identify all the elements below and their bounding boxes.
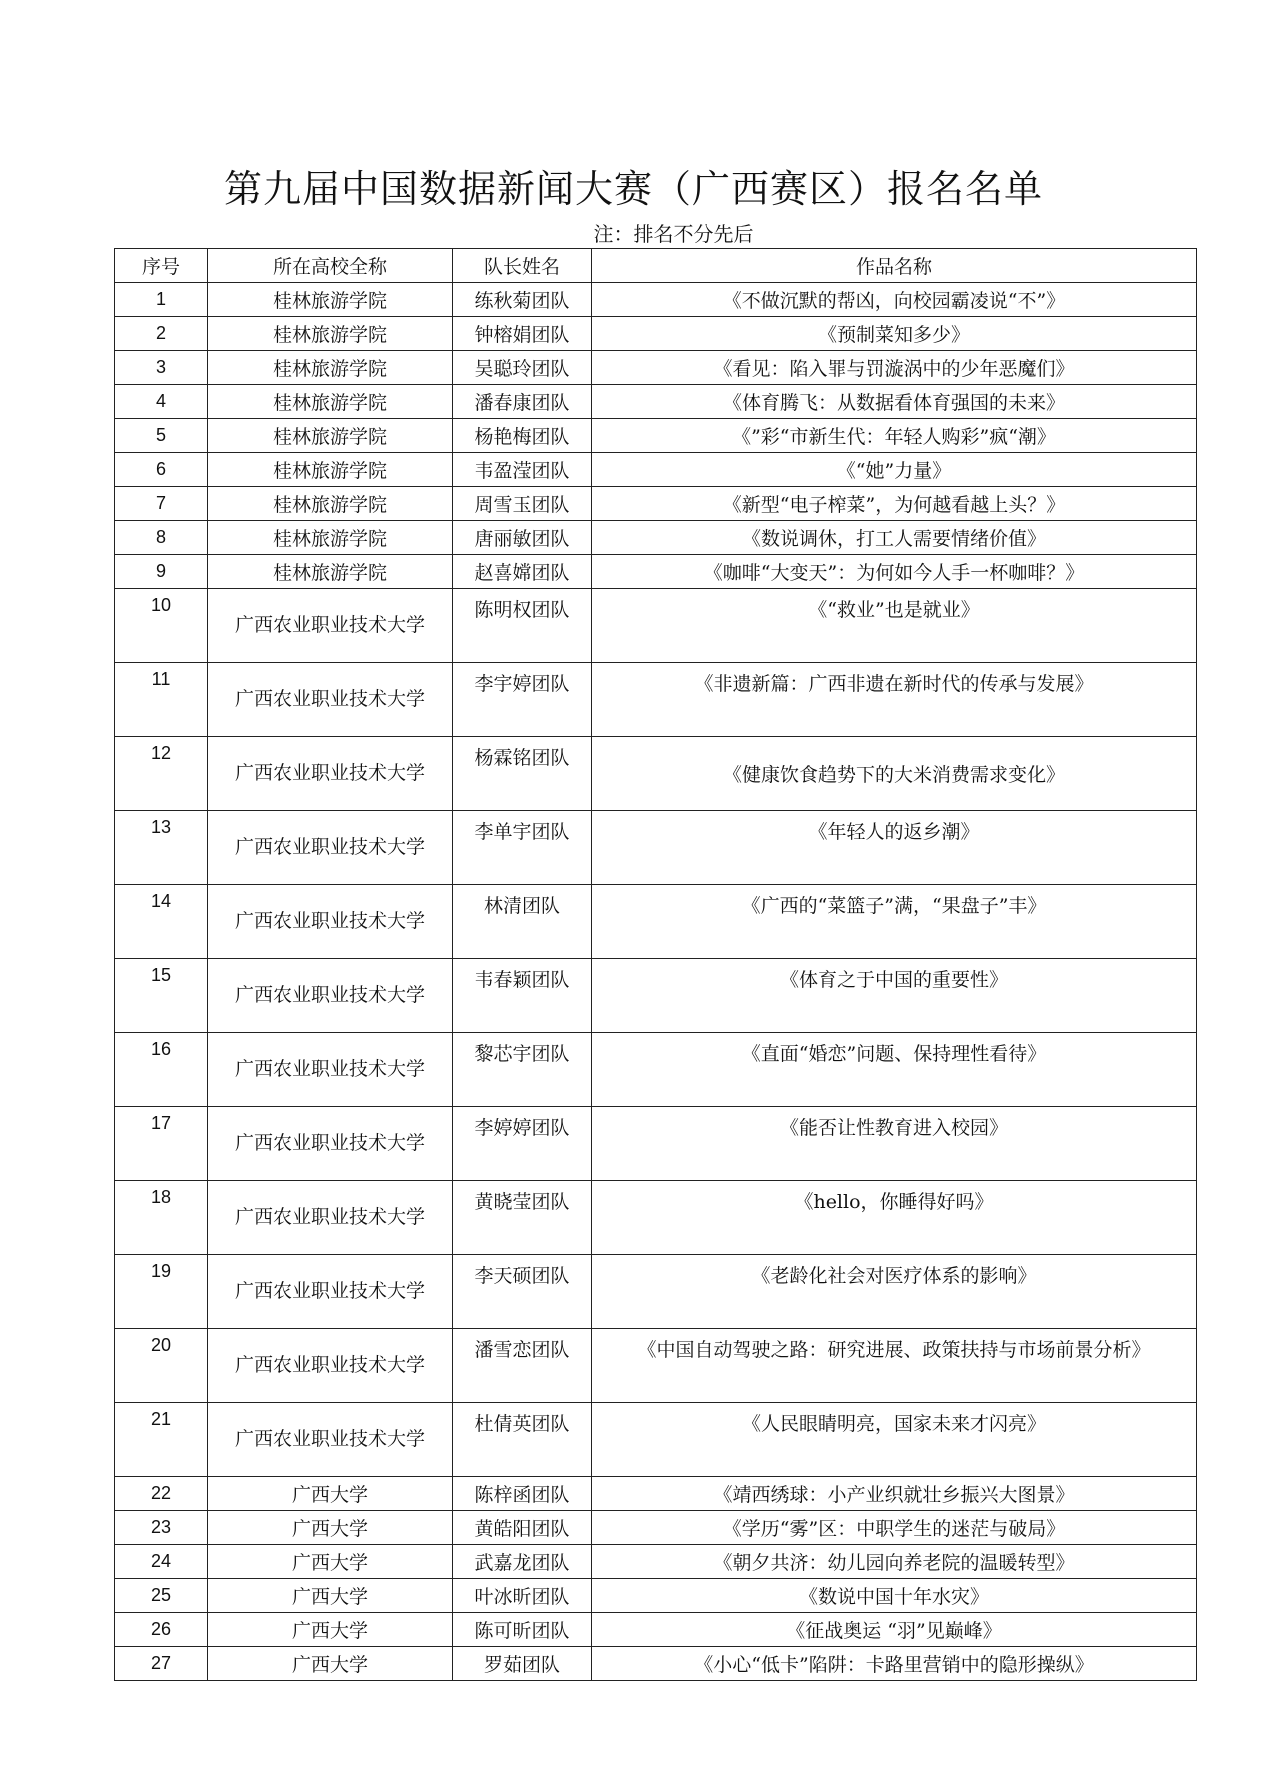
school-name: 广西农业职业技术大学 <box>234 688 425 710</box>
table-row <box>115 663 1197 737</box>
school-name: 广西农业职业技术大学 <box>234 836 425 858</box>
row-leader: 赵喜嫦团队 <box>453 555 592 589</box>
school-name: 桂林旅游学院 <box>272 324 387 346</box>
table-row <box>115 1613 1197 1647</box>
row-school <box>208 487 453 521</box>
row-leader: 唐丽敏团队 <box>453 521 592 555</box>
school-name: 广西农业职业技术大学 <box>234 1132 425 1154</box>
row-leader: 周雪玉团队 <box>453 487 592 521</box>
row-school <box>208 737 453 811</box>
row-leader: 杜倩英团队 <box>453 1403 592 1477</box>
school-name: 广西农业职业技术大学 <box>234 762 425 784</box>
row-number: 2 <box>115 317 208 351</box>
row-work: 《广西的“菜篮子”满，“果盘子”丰》 <box>592 885 1197 959</box>
row-school <box>208 1181 453 1255</box>
row-work: 《体育腾飞：从数据看体育强国的未来》 <box>592 385 1197 419</box>
table-row <box>115 317 1197 351</box>
row-number: 20 <box>115 1329 208 1403</box>
row-leader: 武嘉龙团队 <box>453 1545 592 1579</box>
row-work: 《学历“雾”区：中职学生的迷茫与破局》 <box>592 1511 1197 1545</box>
table-row <box>115 487 1197 521</box>
row-work: 《人民眼睛明亮，国家未来才闪亮》 <box>592 1403 1197 1477</box>
school-name: 广西农业职业技术大学 <box>234 1280 425 1302</box>
row-leader: 潘春康团队 <box>453 385 592 419</box>
row-leader: 吴聪玲团队 <box>453 351 592 385</box>
row-number: 3 <box>115 351 208 385</box>
row-school <box>208 1107 453 1181</box>
row-number: 23 <box>115 1511 208 1545</box>
row-work: 《非遗新篇：广西非遗在新时代的传承与发展》 <box>592 663 1197 737</box>
row-work: 《看见：陷入罪与罚漩涡中的少年恶魔们》 <box>592 351 1197 385</box>
row-school <box>208 1403 453 1477</box>
table-row <box>115 1107 1197 1181</box>
row-leader: 杨艳梅团队 <box>453 419 592 453</box>
row-school <box>208 1579 453 1613</box>
header-number: 序号 <box>115 249 208 283</box>
school-name: 广西大学 <box>291 1620 368 1642</box>
row-school <box>208 317 453 351</box>
row-number: 21 <box>115 1403 208 1477</box>
row-number: 18 <box>115 1181 208 1255</box>
table-row <box>115 1511 1197 1545</box>
row-leader: 林清团队 <box>453 885 592 959</box>
school-name: 广西农业职业技术大学 <box>234 984 425 1006</box>
row-work: 《hello，你睡得好吗》 <box>592 1181 1197 1255</box>
row-school <box>208 1613 453 1647</box>
row-leader: 黄晓莹团队 <box>453 1181 592 1255</box>
row-work: 《健康饮食趋势下的大米消费需求变化》 <box>592 737 1197 811</box>
table-row <box>115 1033 1197 1107</box>
row-work: 《体育之于中国的重要性》 <box>592 959 1197 1033</box>
school-name: 广西大学 <box>291 1586 368 1608</box>
table-row <box>115 1477 1197 1511</box>
row-school <box>208 811 453 885</box>
row-number: 9 <box>115 555 208 589</box>
row-number: 10 <box>115 589 208 663</box>
row-leader: 韦春颖团队 <box>453 959 592 1033</box>
school-name: 广西农业职业技术大学 <box>234 1206 425 1228</box>
table-row <box>115 589 1197 663</box>
row-school <box>208 1511 453 1545</box>
row-leader: 陈明权团队 <box>453 589 592 663</box>
row-leader: 练秋菊团队 <box>453 283 592 317</box>
row-school <box>208 1647 453 1681</box>
ranking-note: 注：排名不分先后 <box>593 222 754 246</box>
row-number: 1 <box>115 283 208 317</box>
row-leader: 李婷婷团队 <box>453 1107 592 1181</box>
table-row <box>115 737 1197 811</box>
table-row <box>115 283 1197 317</box>
table-row <box>115 1255 1197 1329</box>
row-school <box>208 521 453 555</box>
row-number: 27 <box>115 1647 208 1681</box>
row-school <box>208 589 453 663</box>
table-row <box>115 1545 1197 1579</box>
row-school <box>208 1033 453 1107</box>
row-leader: 陈可昕团队 <box>453 1613 592 1647</box>
row-number: 7 <box>115 487 208 521</box>
row-number: 11 <box>115 663 208 737</box>
table-row <box>115 1181 1197 1255</box>
row-school <box>208 385 453 419</box>
row-school <box>208 283 453 317</box>
row-number: 13 <box>115 811 208 885</box>
table-row <box>115 351 1197 385</box>
row-work: 《预制菜知多少》 <box>592 317 1197 351</box>
row-school <box>208 959 453 1033</box>
school-name: 广西大学 <box>291 1552 368 1574</box>
row-number: 16 <box>115 1033 208 1107</box>
row-work: 《数说中国十年水灾》 <box>592 1579 1197 1613</box>
header-school: 所在高校全称 <box>208 249 453 283</box>
row-school <box>208 351 453 385</box>
row-number: 22 <box>115 1477 208 1511</box>
document-title: 第九届中国数据新闻大赛（广西赛区）报名名单 <box>223 167 1043 211</box>
table-row <box>115 1329 1197 1403</box>
row-leader: 罗茹团队 <box>453 1647 592 1681</box>
school-name: 桂林旅游学院 <box>272 358 387 380</box>
row-school <box>208 1477 453 1511</box>
row-number: 12 <box>115 737 208 811</box>
school-name: 桂林旅游学院 <box>272 290 387 312</box>
row-leader: 黄皓阳团队 <box>453 1511 592 1545</box>
row-school <box>208 1329 453 1403</box>
school-name: 桂林旅游学院 <box>272 528 387 550</box>
school-name: 桂林旅游学院 <box>272 426 387 448</box>
table-row <box>115 385 1197 419</box>
header-leader: 队长姓名 <box>453 249 592 283</box>
row-number: 5 <box>115 419 208 453</box>
table-row <box>115 453 1197 487</box>
school-name: 广西大学 <box>291 1518 368 1540</box>
row-work: 《直面“婚恋”问题、保持理性看待》 <box>592 1033 1197 1107</box>
row-work: 《年轻人的返乡潮》 <box>592 811 1197 885</box>
row-work: 《中国自动驾驶之路：研究进展、政策扶持与市场前景分析》 <box>592 1329 1197 1403</box>
row-work: 《能否让性教育进入校园》 <box>592 1107 1197 1181</box>
table-header-row <box>115 249 1197 283</box>
school-name: 广西农业职业技术大学 <box>234 1428 425 1450</box>
row-school <box>208 453 453 487</box>
table-row <box>115 1647 1197 1681</box>
school-name: 广西大学 <box>291 1654 368 1676</box>
header-work: 作品名称 <box>592 249 1197 283</box>
row-school <box>208 885 453 959</box>
school-name: 桂林旅游学院 <box>272 562 387 584</box>
school-name: 桂林旅游学院 <box>272 392 387 414</box>
row-number: 6 <box>115 453 208 487</box>
row-school <box>208 555 453 589</box>
table-row <box>115 811 1197 885</box>
row-leader: 李天硕团队 <box>453 1255 592 1329</box>
row-number: 24 <box>115 1545 208 1579</box>
row-work: 《数说调休，打工人需要情绪价值》 <box>592 521 1197 555</box>
row-number: 14 <box>115 885 208 959</box>
row-number: 17 <box>115 1107 208 1181</box>
row-leader: 李宇婷团队 <box>453 663 592 737</box>
row-leader: 韦盈滢团队 <box>453 453 592 487</box>
row-leader: 钟榕娟团队 <box>453 317 592 351</box>
table-row <box>115 521 1197 555</box>
school-name: 广西农业职业技术大学 <box>234 1354 425 1376</box>
row-work: 《朝夕共济：幼儿园向养老院的温暖转型》 <box>592 1545 1197 1579</box>
registration-table <box>114 248 1197 1681</box>
row-leader: 黎芯宇团队 <box>453 1033 592 1107</box>
row-work: 《不做沉默的帮凶，向校园霸凌说“不”》 <box>592 283 1197 317</box>
table-row <box>115 555 1197 589</box>
row-school <box>208 1255 453 1329</box>
table-row <box>115 419 1197 453</box>
row-work: 《“她”力量》 <box>592 453 1197 487</box>
row-number: 26 <box>115 1613 208 1647</box>
row-school <box>208 419 453 453</box>
table-row <box>115 1403 1197 1477</box>
row-leader: 叶冰昕团队 <box>453 1579 592 1613</box>
table-row <box>115 959 1197 1033</box>
row-work: 《”彩“市新生代：年轻人购彩”疯“潮》 <box>592 419 1197 453</box>
row-leader: 陈梓函团队 <box>453 1477 592 1511</box>
row-work: 《新型“电子榨菜”，为何越看越上头？》 <box>592 487 1197 521</box>
school-name: 广西农业职业技术大学 <box>234 1058 425 1080</box>
table-row <box>115 885 1197 959</box>
row-work: 《咖啡“大变天”：为何如今人手一杯咖啡？》 <box>592 555 1197 589</box>
row-leader: 李单宇团队 <box>453 811 592 885</box>
school-name: 广西农业职业技术大学 <box>234 614 425 636</box>
school-name: 广西大学 <box>291 1484 368 1506</box>
row-number: 4 <box>115 385 208 419</box>
row-work: 《征战奥运 “羽”见巅峰》 <box>592 1613 1197 1647</box>
row-number: 25 <box>115 1579 208 1613</box>
row-work: 《“救业”也是就业》 <box>592 589 1197 663</box>
row-work: 《老龄化社会对医疗体系的影响》 <box>592 1255 1197 1329</box>
row-number: 8 <box>115 521 208 555</box>
row-leader: 杨霖铭团队 <box>453 737 592 811</box>
school-name: 广西农业职业技术大学 <box>234 910 425 932</box>
table-row <box>115 1579 1197 1613</box>
school-name: 桂林旅游学院 <box>272 494 387 516</box>
row-number: 19 <box>115 1255 208 1329</box>
row-school <box>208 663 453 737</box>
row-leader: 潘雪恋团队 <box>453 1329 592 1403</box>
row-work: 《小心“低卡”陷阱：卡路里营销中的隐形操纵》 <box>592 1647 1197 1681</box>
school-name: 桂林旅游学院 <box>272 460 387 482</box>
row-number: 15 <box>115 959 208 1033</box>
row-school <box>208 1545 453 1579</box>
row-work: 《靖西绣球：小产业织就壮乡振兴大图景》 <box>592 1477 1197 1511</box>
